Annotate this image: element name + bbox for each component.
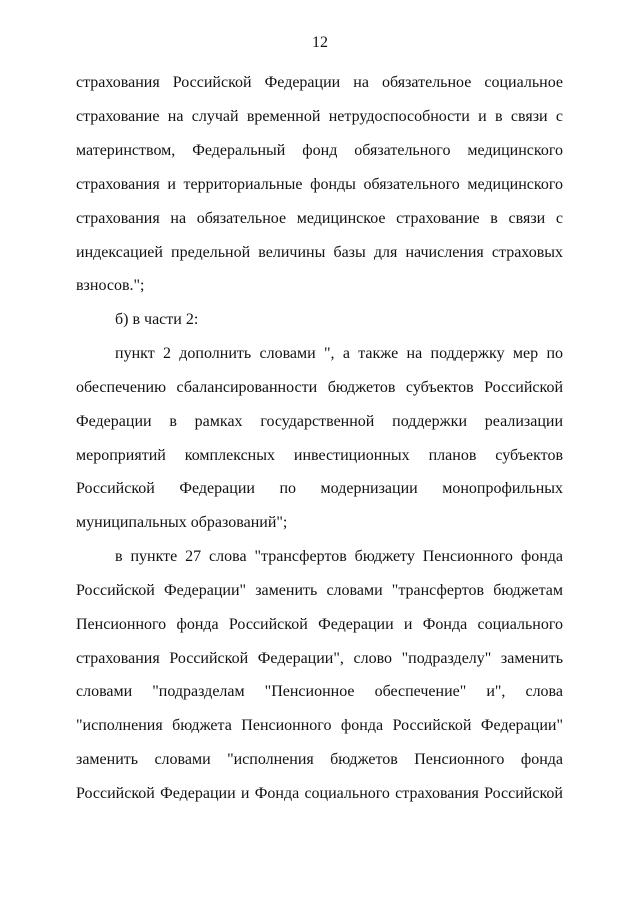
text-line: страхования на обязательное медицинское страхование в связи с bbox=[76, 210, 563, 227]
text-line: обеспечению сбалансированности бюджетов субъектов Российской bbox=[76, 379, 563, 396]
text-line: "исполнения бюджета Пенсионного фонда Российской Федерации" bbox=[76, 717, 563, 734]
text-line: материнством, Федеральный фонд обязательного медицинского bbox=[76, 142, 563, 159]
text-line: Пенсионного фонда Российской Федерации и Фонда социального bbox=[76, 616, 563, 633]
text-line: страхования Российской Федерации", слово "подразделу" заменить bbox=[76, 650, 563, 667]
text-line: страхование на случай временной нетрудоспособности и в связи с bbox=[76, 108, 563, 125]
text-line: Российской Федерации по модернизации монопрофильных bbox=[76, 480, 563, 497]
page-number: 12 bbox=[312, 34, 328, 51]
text-line: страхования и территориальные фонды обязательного медицинского bbox=[76, 176, 563, 193]
text-line: Федерации в рамках государственной поддержки реализации bbox=[76, 413, 563, 430]
text-line: заменить словами "исполнения бюджетов Пенсионного фонда bbox=[76, 751, 563, 768]
text-line: б) в части 2: bbox=[115, 311, 199, 328]
text-line: словами "подразделам "Пенсионное обеспечение" и", слова bbox=[76, 683, 563, 700]
text-line: в пункте 27 слова "трансфертов бюджету Пенсионного фонда bbox=[115, 548, 563, 565]
text-line: муниципальных образований"; bbox=[76, 514, 288, 531]
text-line: Российской Федерации" заменить словами "трансфертов бюджетам bbox=[76, 582, 563, 599]
text-line: мероприятий комплексных инвестиционных планов субъектов bbox=[76, 447, 563, 464]
text-line: взносов."; bbox=[76, 277, 145, 294]
text-line: Российской Федерации и Фонда социального страхования Российской bbox=[76, 785, 563, 802]
text-line: индексацией предельной величины базы для начисления страховых bbox=[76, 244, 563, 261]
text-line: пункт 2 дополнить словами ", а также на поддержку мер по bbox=[115, 345, 563, 362]
text-line: страхования Российской Федерации на обязательное социальное bbox=[76, 74, 563, 91]
